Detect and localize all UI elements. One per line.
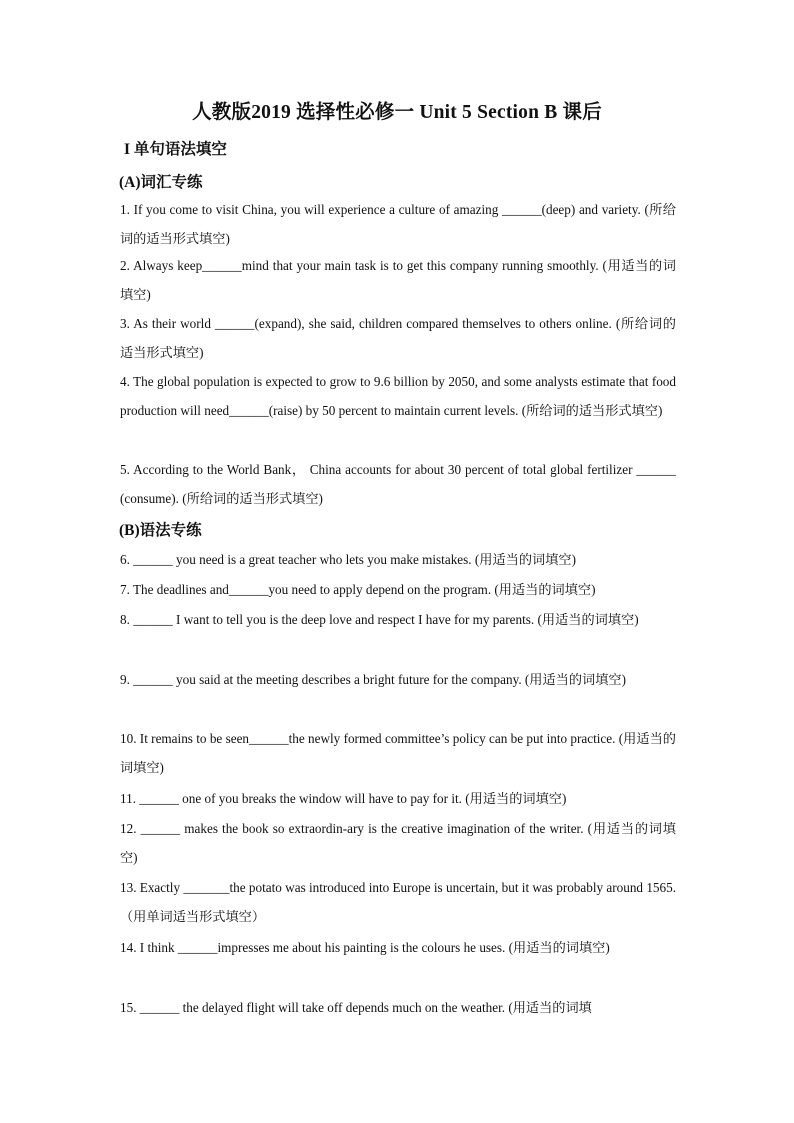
question-11: 11. ______ one of you breaks the window will have to pay for it. (用适当的词填空) [120, 791, 567, 806]
question-6: 6. ______ you need is a great teacher who lets you make mistakes. (用适当的词填空) [120, 552, 576, 567]
question-14: 14. I think ______impresses me about his painting is the colours he uses. (用适当的词填空) [120, 940, 610, 955]
question-1: 1. If you come to visit China, you will experience a culture of amazing ______(deep) and variety. (所给词的适当形式填空) [120, 202, 676, 246]
question-13: 13. Exactly _______the potato was introduced into Europe is uncertain, but it was probably around 1565. （用单词适当形式填空） [120, 880, 676, 924]
question-4: 4. The global population is expected to grow to 9.6 billion by 2050, and some analysts estimate that food production will need______(raise) by 50 percent to maintain current levels. (所给词的适当形式填空) [120, 374, 676, 418]
question-10: 10. It remains to be seen______the newly formed committee’s policy can be put into practice. (用适当的词填空) [120, 731, 676, 775]
question-2: 2. Always keep______mind that your main task is to get this company running smoothly. (用适当的词填空) [120, 258, 676, 302]
section-heading: I 单句语法填空 [124, 141, 227, 158]
document-title: 人教版2019 选择性必修一 Unit 5 Section B 课后 [192, 102, 602, 123]
question-15: 15. ______ the delayed flight will take off depends much on the weather. (用适当的词填 [120, 1000, 592, 1015]
question-7: 7. The deadlines and______you need to apply depend on the program. (用适当的词填空) [120, 582, 596, 597]
question-8: 8. ______ I want to tell you is the deep love and respect I have for my parents. (用适当的词填空) [120, 612, 639, 627]
grammar-heading: (B)语法专练 [119, 522, 202, 539]
question-5: 5. According to the World Bank， China accounts for about 30 percent of total global fertilizer ______ (consume). (所给词的适当形式填空) [120, 462, 676, 506]
question-3: 3. As their world ______(expand), she said, children compared themselves to others online. (所给词的适当形式填空) [120, 316, 676, 360]
vocabulary-heading: (A)词汇专练 [119, 174, 203, 191]
question-9: 9. ______ you said at the meeting describes a bright future for the company. (用适当的词填空) [120, 672, 627, 687]
question-12: 12. ______ makes the book so extraordin-ary is the creative imagination of the writer. (用适当的词填空) [120, 821, 676, 865]
